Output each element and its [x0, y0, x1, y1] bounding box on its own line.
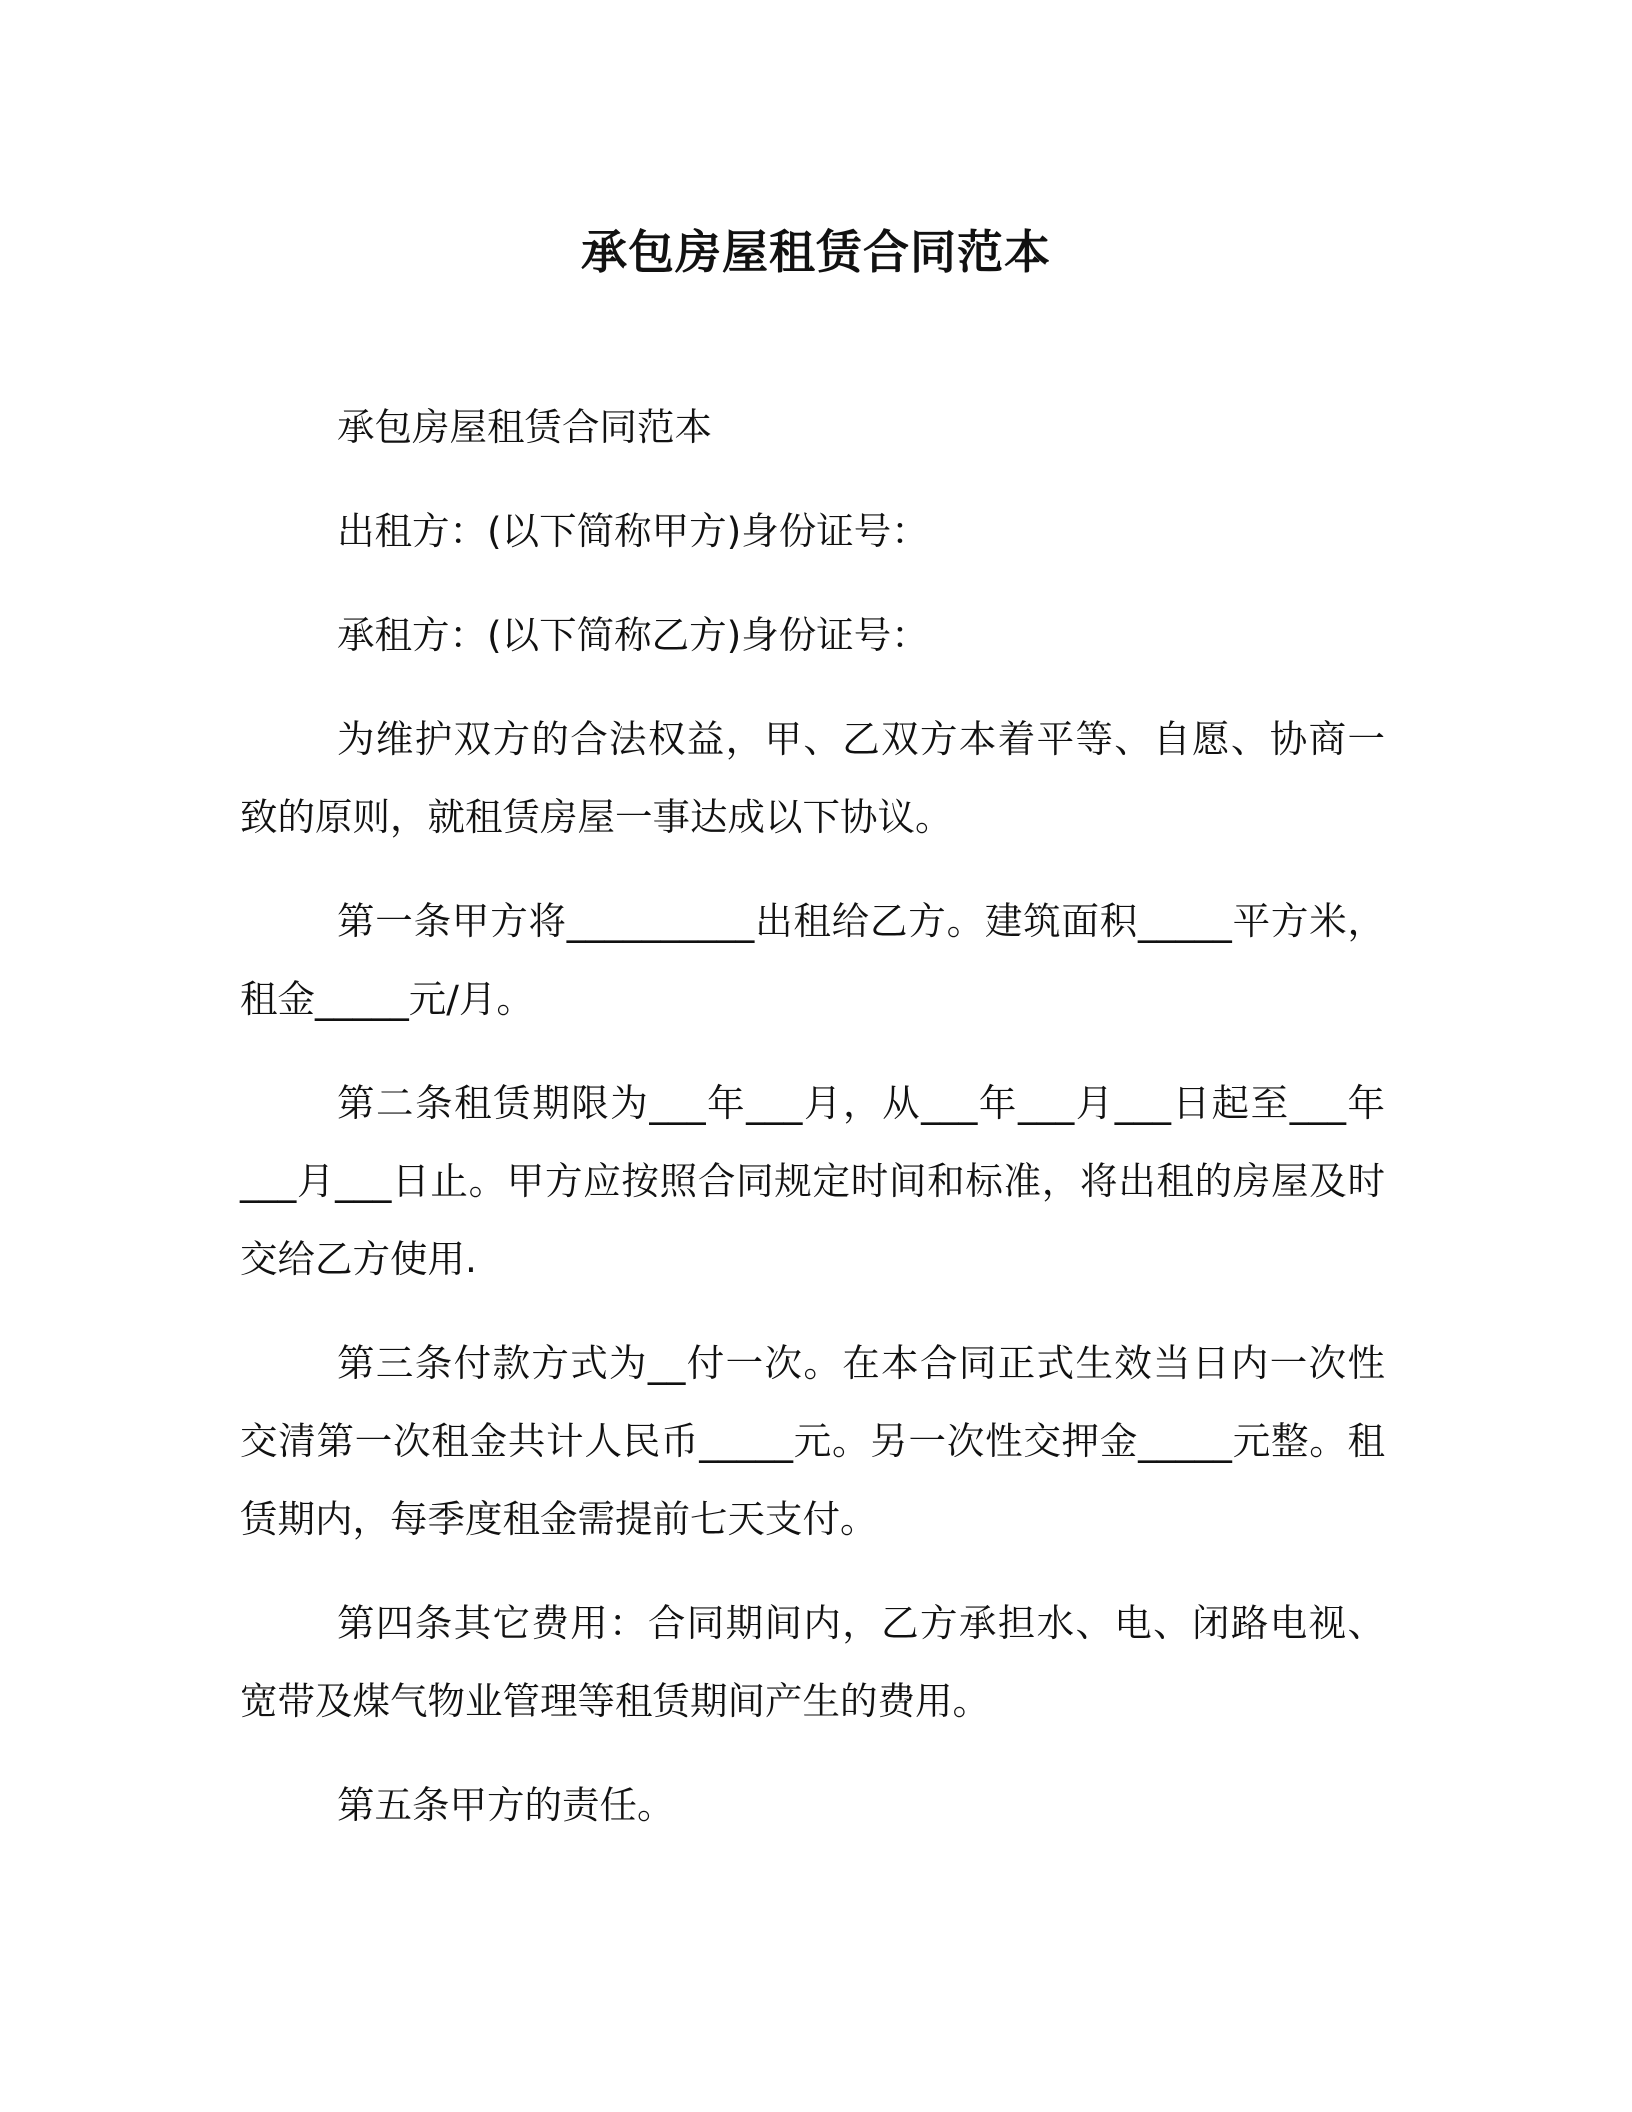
paragraph-article-2: 第二条租赁期限为___年___月，从___年___月___日起至___年___月___日止。甲方应按照合同规定时间和标准，将出租的房屋及时交给乙方使用. [240, 1081, 1385, 1281]
paragraph-subtitle: 承包房屋租赁合同范本 [337, 405, 712, 449]
paragraph-article-4: 第四条其它费用：合同期间内，乙方承担水、电、闭路电视、宽带及煤气物业管理等租赁期间产生的费用。 [240, 1601, 1385, 1723]
paragraph-article-3: 第三条付款方式为__付一次。在本合同正式生效当日内一次性交清第一次租金共计人民币_____元。另一次性交押金_____元整。租赁期内，每季度租金需提前七天支付。 [240, 1341, 1385, 1541]
document-title: 承包房屋租赁合同范本 [581, 225, 1051, 279]
paragraph-lessor: 出租方：(以下简称甲方)身份证号： [337, 509, 929, 553]
paragraph-article-1: 第一条甲方将__________出租给乙方。建筑面积_____平方米，租金_____元/月。 [240, 899, 1385, 1021]
paragraph-article-5: 第五条甲方的责任。 [337, 1783, 675, 1827]
paragraph-preamble: 为维护双方的合法权益，甲、乙双方本着平等、自愿、协商一致的原则，就租赁房屋一事达成以下协议。 [240, 717, 1385, 839]
document-body [240, 388, 1385, 1870]
paragraph-lessee: 承租方：(以下简称乙方)身份证号： [337, 613, 929, 657]
